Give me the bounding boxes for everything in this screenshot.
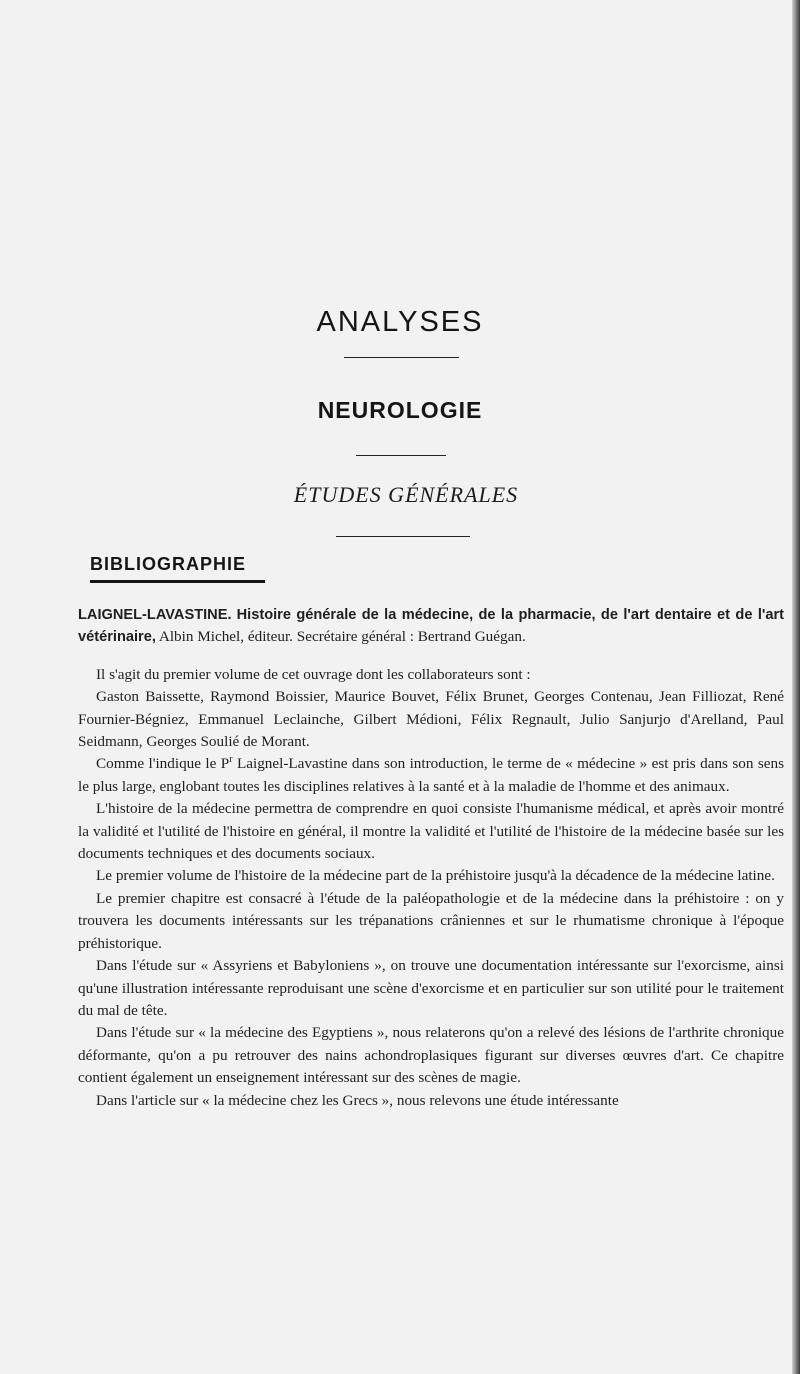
section-divider <box>356 455 446 456</box>
paragraph: Le premier chapitre est consacré à l'étude de la paléopathologie et de la médecine dans la préhistoire : on y trouvera les documents intéressants sur les trépanations crâniennes et sur le rhumatisme chronique à l'époque préhistorique. <box>78 889 784 952</box>
title-divider <box>344 357 459 358</box>
bibliographic-reference <box>78 604 784 649</box>
paragraph-text: Comme l'indique le P <box>96 755 230 773</box>
paragraph: Dans l'article sur « la médecine chez les Grecs », nous relevons une étude intéressante <box>96 1091 619 1109</box>
paragraph: Le premier volume de l'histoire de la médecine part de la préhistoire jusqu'à la décadence de la médecine latine. <box>96 867 775 885</box>
subsection-divider <box>336 536 470 537</box>
page-title: ANALYSES <box>316 306 484 338</box>
reference-author: LAIGNEL-LAVASTINE. <box>78 607 232 623</box>
superscript: r <box>229 754 233 766</box>
section-title: NEUROLOGIE <box>317 397 483 423</box>
reference-title: Histoire générale de la médecine, de la pharmacie, de l'art dentaire et de l'art vétérinaire, <box>78 607 785 646</box>
subsection-title: ÉTUDES GÉNÉRALES <box>293 482 519 507</box>
bibliography-underline <box>90 580 265 583</box>
paragraph-text: Laignel-Lavastine dans son introduction, le terme de « médecine » est pris dans son sens le plus large, englobant toutes les disciplines relatives à la santé et à la maladie de l'homme et des animaux. <box>78 755 785 795</box>
paragraph <box>78 753 784 798</box>
paragraph: Dans l'étude sur « Assyriens et Babyloniens », on trouve une documentation intéressante sur l'exorcisme, ainsi qu'une illustration intéressante reproduisant une scène d'exorcisme et en particulier sur son utilité pour le traitement du mal de tête. <box>78 957 784 1019</box>
page-edge-shadow <box>792 0 800 1374</box>
body-text <box>78 604 784 1112</box>
bibliography-heading: BIBLIOGRAPHIE <box>90 554 247 574</box>
paragraph: Il s'agit du premier volume de cet ouvrage dont les collaborateurs sont : <box>96 665 531 683</box>
paragraph: Gaston Baissette, Raymond Boissier, Maurice Bouvet, Félix Brunet, Georges Contenau, Jean Filliozat, René Fournier-Bégniez, Emmanuel Leclainche, Gilbert Médioni, Félix Regnault, Julio Sanjurjo d'Arelland, Paul Seidmann, Georges Soulié de Morant. <box>78 688 784 751</box>
paragraph: Dans l'étude sur « la médecine des Egyptiens », nous relaterons qu'on a relevé des lésions de l'arthrite chronique déformante, qu'on a pu retrouver des nains achondroplasiques figurant sur diverses œuvres d'art. Ce chapitre contient également un enseignement intéressant sur des scènes de magie. <box>78 1024 784 1087</box>
paragraph: L'histoire de la médecine permettra de comprendre en quoi consiste l'humanisme médical, et après avoir montré la validité et l'utilité de l'histoire en général, il montre la validité et l'utilité de l'histoire de la médecine basée sur les documents techniques et des documents sociaux. <box>78 800 784 863</box>
reference-publisher: Albin Michel, éditeur. Secrétaire général : Bertrand Guégan. <box>155 628 526 646</box>
